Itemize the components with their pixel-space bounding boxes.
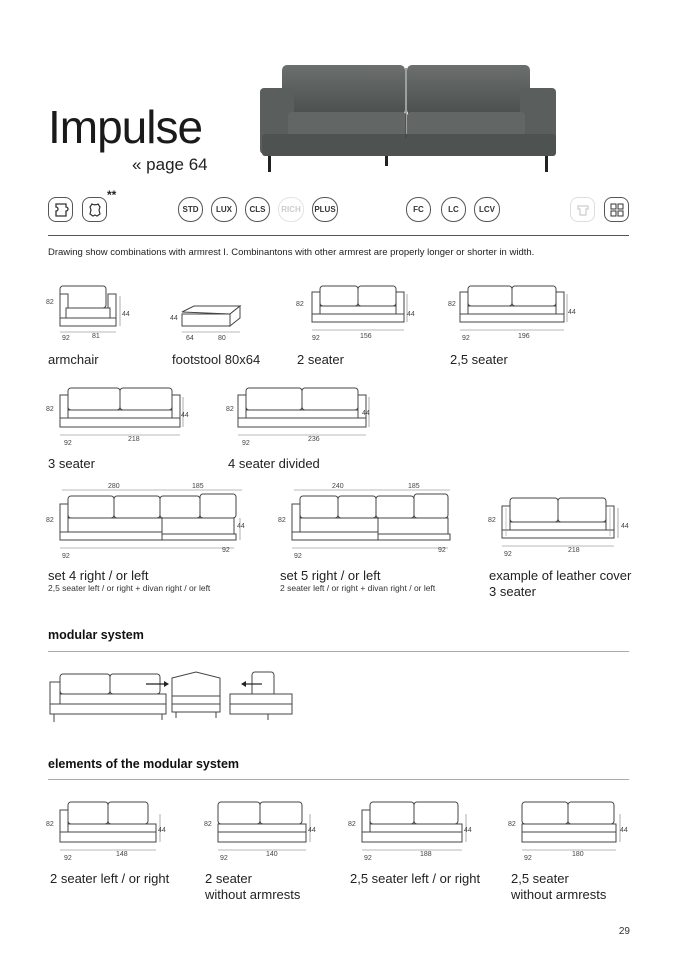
dim-arm: 44 <box>620 827 628 834</box>
dim-depth: 92 <box>524 855 532 862</box>
label-set4: set 4 right / or left <box>48 568 149 583</box>
label-element-4b: without armrests <box>511 887 607 902</box>
dim-arm: 44 <box>158 827 166 834</box>
label-element-3: 2,5 seater left / or right <box>350 871 481 886</box>
armchair-drawing <box>44 280 136 342</box>
section-heading-elements: elements of the modular system <box>48 757 240 771</box>
dim-depth: 92 <box>64 855 72 862</box>
page-number: 29 <box>618 926 630 937</box>
dim-arm: 44 <box>568 309 576 316</box>
dim-arm: 44 <box>237 523 245 530</box>
dim-width: 80 <box>218 335 226 342</box>
page-reference: « page 64 <box>132 155 208 174</box>
drawing-note: Drawing show combinations with armrest I. Combinantons with other armrest are properly longer or shorter in width. <box>48 247 535 258</box>
element-two-half-seater-no-arm-drawing <box>506 796 634 862</box>
label-element-1: 2 seater left / or right <box>50 871 170 886</box>
dim-width: 180 <box>572 851 584 858</box>
cushion-grid-icon <box>604 197 629 222</box>
dim-arm: 44 <box>308 827 316 834</box>
dim-width: 218 <box>568 547 580 554</box>
label-leather-2: 3 seater <box>489 584 536 599</box>
dim-height: 82 <box>204 821 212 828</box>
pill-lcv: LCV <box>474 197 500 222</box>
set4-drawing <box>44 482 250 560</box>
feature-icon-row <box>48 197 629 225</box>
dim-height: 82 <box>348 821 356 828</box>
dim-height: 82 <box>46 406 54 413</box>
divider <box>48 235 629 236</box>
dim-arm: 44 <box>362 410 370 417</box>
dim-height: 82 <box>488 517 496 524</box>
dim-width: 148 <box>116 851 128 858</box>
dim-height: 82 <box>508 821 516 828</box>
section-heading-modular: modular system <box>48 628 144 642</box>
pill-lc: LC <box>441 197 466 222</box>
dim-depth: 92 <box>64 440 72 447</box>
pill-cls: CLS <box>245 197 270 222</box>
dim-depth: 92 <box>62 335 70 342</box>
divider <box>48 651 629 652</box>
dim-width-2: 185 <box>192 483 204 490</box>
modular-system-drawing <box>46 666 296 724</box>
dim-depth: 92 <box>62 553 70 560</box>
dim-height: 44 <box>170 315 178 322</box>
dim-height: 82 <box>46 299 54 306</box>
element-two-half-seater-left-drawing <box>346 796 480 862</box>
dim-depth: 92 <box>220 855 228 862</box>
label-leather-1: example of leather cover <box>489 568 632 583</box>
two-half-seater-drawing <box>446 280 580 342</box>
sub-set4: 2,5 seater left / or right + divan right / or left <box>48 583 211 593</box>
armrest-icon <box>570 197 595 222</box>
dim-height: 82 <box>296 301 304 308</box>
dim-arm: 44 <box>407 311 415 318</box>
pill-rich: RICH <box>278 197 304 222</box>
dim-width: 196 <box>518 333 530 340</box>
four-seater-drawing <box>224 383 374 447</box>
two-seater-drawing <box>294 280 418 342</box>
label-footstool: footstool 80x64 <box>172 352 261 367</box>
dim-arm: 44 <box>181 412 189 419</box>
dim-width: 188 <box>420 851 432 858</box>
dim-width: 236 <box>308 436 320 443</box>
dim-height: 82 <box>226 406 234 413</box>
pill-plus: PLUS <box>312 197 338 222</box>
dim-width: 156 <box>360 333 372 340</box>
element-two-seater-no-arm-drawing <box>202 796 326 862</box>
dim-height: 82 <box>46 821 54 828</box>
dim-width: 81 <box>92 333 100 340</box>
label-element-4a: 2,5 seater <box>511 871 569 886</box>
label-two-half-seater: 2,5 seater <box>450 352 508 367</box>
dim-depth-2: 92 <box>222 547 230 554</box>
three-seater-drawing <box>44 383 194 447</box>
dim-depth: 92 <box>312 335 320 342</box>
label-element-2b: without armrests <box>205 887 301 902</box>
pill-fc: FC <box>406 197 431 222</box>
footstool-drawing <box>168 300 248 344</box>
dim-width: 218 <box>128 436 140 443</box>
leather-hide-icon <box>82 197 107 222</box>
stars-mark: ** <box>107 188 117 202</box>
dim-depth: 92 <box>294 553 302 560</box>
dim-height: 82 <box>278 517 286 524</box>
pill-std: STD <box>178 197 203 222</box>
dim-depth: 64 <box>186 335 194 342</box>
dim-width-1: 280 <box>108 483 120 490</box>
dim-depth: 92 <box>364 855 372 862</box>
dim-width-2: 185 <box>408 483 420 490</box>
hero-sofa-image <box>250 60 562 178</box>
dim-arm: 44 <box>464 827 472 834</box>
sub-set5: 2 seater left / or right + divan right / or left <box>280 583 436 593</box>
dim-height: 82 <box>448 301 456 308</box>
label-two-seater: 2 seater <box>297 352 344 367</box>
dim-width-1: 240 <box>332 483 344 490</box>
dim-height: 82 <box>46 517 54 524</box>
label-element-2a: 2 seater <box>205 871 252 886</box>
fabric-swatch-icon <box>48 197 73 222</box>
leather-three-seater-drawing <box>486 490 634 558</box>
pill-lux: LUX <box>211 197 237 222</box>
dim-depth: 92 <box>504 551 512 558</box>
label-three-seater: 3 seater <box>48 456 95 471</box>
divider <box>48 779 629 780</box>
element-two-seater-left-drawing <box>44 796 174 862</box>
dim-arm: 44 <box>621 523 629 530</box>
label-four-seater: 4 seater divided <box>228 456 320 471</box>
page-title: Impulse <box>48 101 203 153</box>
dim-depth-2: 92 <box>438 547 446 554</box>
dim-arm: 44 <box>122 311 130 318</box>
dim-depth: 92 <box>462 335 470 342</box>
label-armchair: armchair <box>48 352 99 367</box>
dim-width: 140 <box>266 851 278 858</box>
set5-drawing <box>276 482 466 560</box>
dim-depth: 92 <box>242 440 250 447</box>
label-set5: set 5 right / or left <box>280 568 381 583</box>
